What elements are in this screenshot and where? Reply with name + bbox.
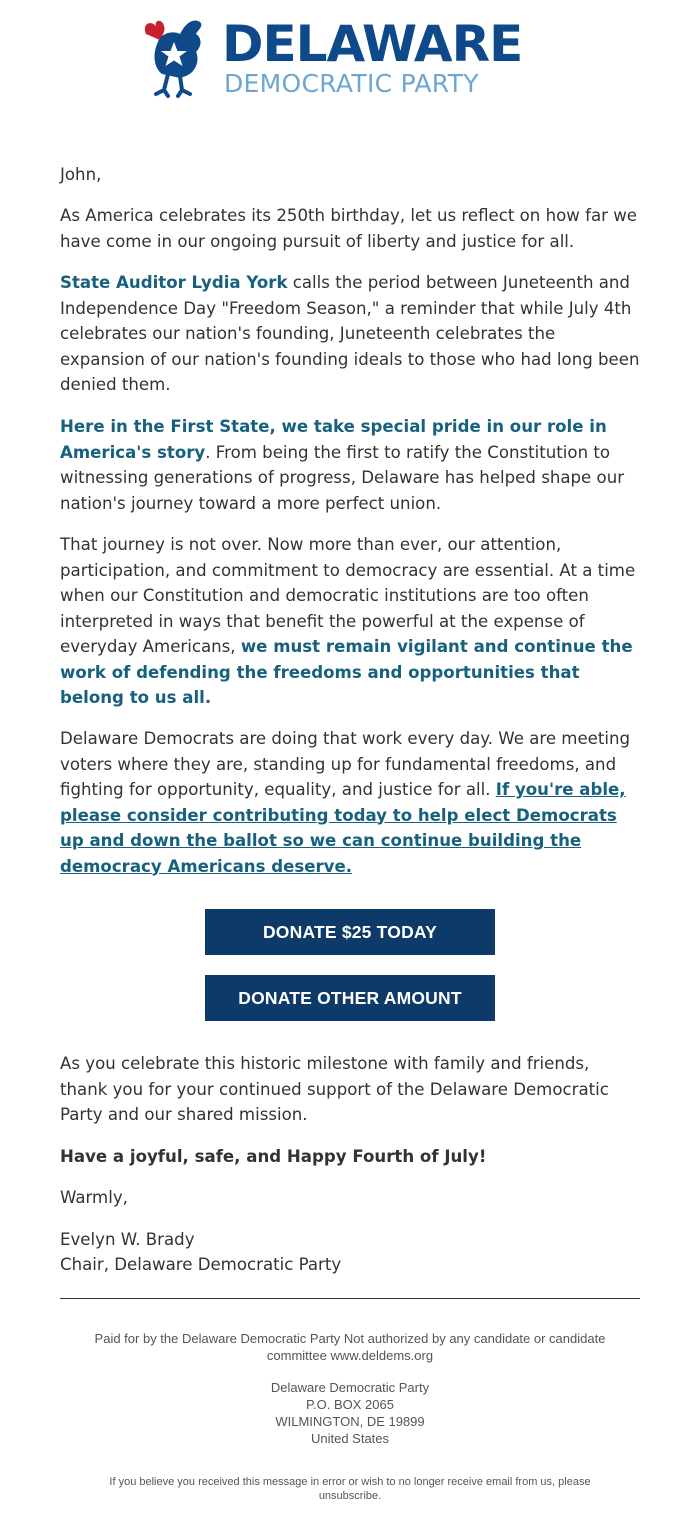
donate-other-amount-button[interactable]: DONATE OTHER AMOUNT (205, 975, 495, 1021)
paragraph-intro: As America celebrates its 250th birthday, let us reflect on how far we have come in our ongoing pursuit of liberty and justice for all. (60, 206, 637, 251)
paragraph-text: calls the period between Juneteenth and Independence Day "Freedom Season," a reminder that while July 4th celebrates our nation's founding, Juneteenth celebrates the expansion of our nation's founding ideals to those who had long been denied them. (60, 273, 640, 394)
fourth-of-july-wish: Have a joyful, safe, and Happy Fourth of July! (60, 1147, 487, 1166)
footer-divider (60, 1298, 640, 1299)
greeting: John, (60, 165, 102, 184)
logo-subtitle: DEMOCRATIC PARTY (224, 69, 479, 98)
unsubscribe-notice[interactable]: If you believe you received this message in error or wish to no longer receive email from us, please unsubscribe. (109, 1476, 591, 1502)
donkey-star-rooster-icon (140, 12, 210, 98)
address-org: Delaware Democratic Party (270, 1380, 430, 1395)
paragraph-first-state (60, 414, 640, 516)
signer-name: Evelyn W. Brady (60, 1230, 195, 1249)
donate-25-button[interactable]: DONATE $25 TODAY (205, 909, 495, 955)
vigilant-highlight: we must remain vigilant and continue the work of defending the freedoms and opportunities that belong to us all. (60, 637, 633, 707)
paragraph-thank-you: As you celebrate this historic milestone with family and friends, thank you for your continued support of the Delaware Democratic Party and our shared mission. (60, 1054, 609, 1124)
closing: Warmly, (60, 1188, 128, 1207)
paragraph-journey (60, 532, 640, 711)
paragraph-text: That journey is not over. Now more than ever, our attention, participation, and commitment to democracy are essential. At a time when our Constitution and democratic institutions are too often interpreted in ways that benefit the powerful at the expense of everyday Americans, (60, 535, 636, 656)
mailing-address (60, 1379, 640, 1447)
address-city: WILMINGTON, DE 19899 (275, 1414, 425, 1429)
delaware-democrats-logo (140, 12, 560, 102)
paragraph-democrats-work (60, 726, 640, 879)
signer-title: Chair, Delaware Democratic Party (60, 1255, 342, 1274)
auditor-name-highlight: State Auditor Lydia York (60, 273, 288, 292)
paid-for-disclaimer: Paid for by the Delaware Democratic Party Not authorized by any candidate or candidate committee www.deldems.org (94, 1331, 606, 1363)
paragraph-freedom-season (60, 270, 640, 398)
logo-wordmark: DELAWARE (222, 15, 523, 73)
address-box: P.O. BOX 2065 (306, 1397, 394, 1412)
paragraph-text: Delaware Democrats are doing that work every day. We are meeting voters where they are, standing up for fundamental freedoms, and fighting for opportunity, equality, and justice for all. (60, 729, 631, 799)
contribute-link[interactable]: If you're able, please consider contributing today to help elect Democrats up and down the ballot so we can continue building the democracy Americans deserve. (60, 780, 626, 876)
paragraph-text: . From being the first to ratify the Constitution to witnessing generations of progress, Delaware has helped shape our nation's journey toward a more perfect union. (60, 442, 625, 513)
address-country: United States (310, 1431, 390, 1446)
first-state-highlight: Here in the First State, we take special pride in our role in America's story (60, 417, 607, 462)
